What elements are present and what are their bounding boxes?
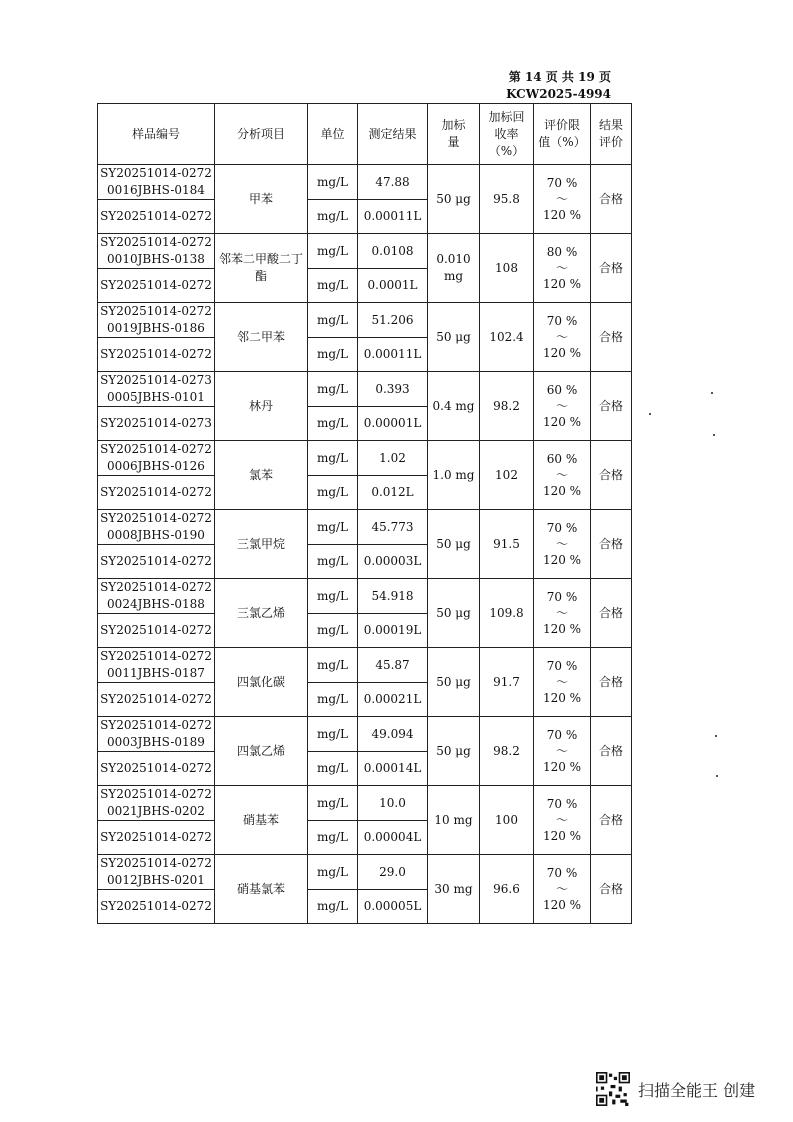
sample-id-cell [98, 510, 215, 545]
table-row [98, 372, 632, 407]
sample-id-line: 0008JBHS-0190 [107, 528, 205, 542]
unit-cell: mg/L [308, 441, 358, 476]
evaluation-cell: 合格 [591, 717, 632, 786]
scan-speck [713, 434, 715, 436]
result-cell: 0.0001L [358, 269, 428, 303]
analyte-cell: 林丹 [215, 372, 308, 441]
sample-id-line: 0005JBHS-0101 [107, 390, 205, 404]
limit-low: 70 % [546, 313, 578, 328]
sample-id-cell [98, 372, 215, 407]
result-cell: 0.012L [358, 476, 428, 510]
unit-cell: mg/L [308, 372, 358, 407]
evaluation-cell: 合格 [591, 441, 632, 510]
sample-id-line: SY20251014-0272 [100, 580, 212, 594]
sample-id-line: SY20251014-0272 [100, 511, 212, 525]
recovery-cell: 100 [480, 786, 534, 855]
sample-id-cell: SY20251014-0272 [98, 683, 215, 717]
sample-id-cell: SY20251014-0272 [98, 752, 215, 786]
spike-cell: 50 μg [428, 303, 480, 372]
sample-id-cell: SY20251014-0272 [98, 545, 215, 579]
report-number: KCW2025-4994 [506, 87, 611, 101]
analyte-cell: 三氯甲烷 [215, 510, 308, 579]
limit-cell [534, 786, 591, 855]
analyte-cell: 氯苯 [215, 441, 308, 510]
limit-high: 120 % [542, 759, 582, 774]
sample-id-cell [98, 234, 215, 269]
unit-cell: mg/L [308, 476, 358, 510]
header-spike-line: 加标 [441, 118, 466, 132]
evaluation-cell: 合格 [591, 855, 632, 924]
table-row [98, 441, 632, 476]
sample-id-line: 0019JBHS-0186 [107, 321, 205, 335]
spike-cell: 1.0 mg [428, 441, 480, 510]
result-cell: 29.0 [358, 855, 428, 890]
unit-cell: mg/L [308, 752, 358, 786]
limit-high: 120 % [542, 621, 582, 636]
sample-id-cell [98, 579, 215, 614]
result-cell: 0.393 [358, 372, 428, 407]
recovery-cell: 96.6 [480, 855, 534, 924]
limit-low: 70 % [546, 175, 578, 190]
scanner-watermark [596, 1072, 755, 1106]
header-recovery-line: 加标回 [488, 109, 525, 124]
result-cell: 0.00014L [358, 752, 428, 786]
result-cell: 0.00021L [358, 683, 428, 717]
sample-id-cell: SY20251014-0272 [98, 476, 215, 510]
evaluation-cell: 合格 [591, 165, 632, 234]
unit-cell: mg/L [308, 338, 358, 372]
result-cell: 0.00011L [358, 200, 428, 234]
result-cell: 10.0 [358, 786, 428, 821]
header-analyte: 分析项目 [215, 104, 308, 165]
header-evaluation-line: 结果 [598, 118, 623, 132]
sample-id-cell: SY20251014-0272 [98, 821, 215, 855]
unit-cell: mg/L [308, 786, 358, 821]
result-cell: 47.88 [358, 165, 428, 200]
result-cell: 0.00005L [358, 890, 428, 924]
sample-id-cell: SY20251014-0272 [98, 200, 215, 234]
spike-cell: 50 μg [428, 165, 480, 234]
evaluation-cell: 合格 [591, 510, 632, 579]
sample-id-cell [98, 648, 215, 683]
table-row [98, 855, 632, 890]
limit-tilde: ～ [555, 329, 568, 344]
limit-tilde: ～ [555, 260, 568, 275]
sample-id-cell: SY20251014-0272 [98, 890, 215, 924]
spike-cell: 10 mg [428, 786, 480, 855]
sample-id-cell: SY20251014-0272 [98, 614, 215, 648]
sample-id-cell [98, 441, 215, 476]
sample-id-line: SY20251014-0272 [100, 166, 212, 180]
unit-cell: mg/L [308, 683, 358, 717]
spike-cell: 0.010 mg [428, 234, 480, 303]
analyte-cell: 四氯乙烯 [215, 717, 308, 786]
evaluation-cell: 合格 [591, 372, 632, 441]
sample-id-cell [98, 303, 215, 338]
result-cell: 0.00001L [358, 407, 428, 441]
limit-cell [534, 303, 591, 372]
header-result: 测定结果 [358, 104, 428, 165]
table-row [98, 510, 632, 545]
result-cell: 54.918 [358, 579, 428, 614]
unit-cell: mg/L [308, 269, 358, 303]
sample-id-cell: SY20251014-0273 [98, 407, 215, 441]
unit-cell: mg/L [308, 303, 358, 338]
sample-id-line: 0021JBHS-0202 [107, 804, 205, 818]
limit-high: 120 % [542, 207, 582, 222]
spike-cell: 50 μg [428, 510, 480, 579]
result-cell: 0.00011L [358, 338, 428, 372]
sample-id-line: SY20251014-0272 [100, 442, 212, 456]
limit-cell [534, 372, 591, 441]
limit-tilde: ～ [555, 812, 568, 827]
limit-low: 70 % [546, 520, 578, 535]
unit-cell: mg/L [308, 234, 358, 269]
header-limit-line: 评价限 [543, 118, 580, 132]
limit-cell [534, 441, 591, 510]
result-cell: 1.02 [358, 441, 428, 476]
analyte-cell: 硝基苯 [215, 786, 308, 855]
result-cell: 0.00003L [358, 545, 428, 579]
limit-cell [534, 717, 591, 786]
header-recovery-line: （%） [488, 143, 525, 158]
unit-cell: mg/L [308, 648, 358, 683]
spike-cell: 50 μg [428, 579, 480, 648]
analyte-cell: 邻二甲苯 [215, 303, 308, 372]
header-limit [534, 104, 591, 165]
limit-low: 70 % [546, 796, 578, 811]
sample-id-cell: SY20251014-0272 [98, 269, 215, 303]
page-info: 第 14 页 共 19 页 [508, 70, 611, 84]
table-row [98, 303, 632, 338]
table-row [98, 786, 632, 821]
unit-cell: mg/L [308, 890, 358, 924]
limit-high: 120 % [542, 276, 582, 291]
sample-id-cell [98, 165, 215, 200]
result-cell: 51.206 [358, 303, 428, 338]
limit-tilde: ～ [555, 398, 568, 413]
sample-id-line: SY20251014-0272 [100, 235, 212, 249]
unit-cell: mg/L [308, 614, 358, 648]
result-cell: 0.00019L [358, 614, 428, 648]
unit-cell: mg/L [308, 545, 358, 579]
recovery-cell: 91.7 [480, 648, 534, 717]
limit-tilde: ～ [555, 674, 568, 689]
header-recovery [480, 104, 534, 165]
limit-high: 120 % [542, 690, 582, 705]
spike-cell: 0.4 mg [428, 372, 480, 441]
limit-tilde: ～ [555, 743, 568, 758]
page-header [506, 69, 611, 103]
limit-low: 60 % [546, 382, 578, 397]
unit-cell: mg/L [308, 510, 358, 545]
limit-high: 120 % [542, 552, 582, 567]
sample-id-line: SY20251014-0272 [100, 649, 212, 663]
header-recovery-line: 收率 [494, 126, 519, 141]
sample-id-cell [98, 786, 215, 821]
spike-cell: 50 μg [428, 717, 480, 786]
limit-low: 80 % [546, 244, 578, 259]
sample-id-line: 0010JBHS-0138 [107, 252, 205, 266]
limit-tilde: ～ [555, 536, 568, 551]
recovery-cell: 91.5 [480, 510, 534, 579]
limit-high: 120 % [542, 897, 582, 912]
sample-id-cell: SY20251014-0272 [98, 338, 215, 372]
limit-cell [534, 855, 591, 924]
qc-results-table [97, 103, 632, 924]
qr-code-icon [596, 1072, 630, 1106]
analyte-cell: 四氯化碳 [215, 648, 308, 717]
analyte-cell: 三氯乙烯 [215, 579, 308, 648]
unit-cell: mg/L [308, 407, 358, 441]
watermark-text: 扫描全能王 创建 [638, 1080, 756, 1100]
unit-cell: mg/L [308, 717, 358, 752]
scan-speck [715, 735, 717, 737]
header-spike-line: 量 [447, 135, 460, 149]
limit-low: 70 % [546, 658, 578, 673]
table-row [98, 165, 632, 200]
sample-id-line: 0024JBHS-0188 [107, 597, 205, 611]
limit-cell [534, 579, 591, 648]
result-cell: 0.0108 [358, 234, 428, 269]
limit-tilde: ～ [555, 881, 568, 896]
sample-id-line: 0011JBHS-0187 [107, 666, 205, 680]
unit-cell: mg/L [308, 855, 358, 890]
analyte-cell: 邻苯二甲酸二丁酯 [215, 234, 308, 303]
sample-id-line: SY20251014-0273 [100, 373, 212, 387]
sample-id-line: 0016JBHS-0184 [107, 183, 205, 197]
analyte-cell: 甲苯 [215, 165, 308, 234]
spike-cell: 50 μg [428, 648, 480, 717]
result-cell: 0.00004L [358, 821, 428, 855]
sample-id-line: 0003JBHS-0189 [107, 735, 205, 749]
header-unit: 单位 [308, 104, 358, 165]
limit-high: 120 % [542, 828, 582, 843]
limit-tilde: ～ [555, 191, 568, 206]
header-spike [428, 104, 480, 165]
unit-cell: mg/L [308, 821, 358, 855]
limit-low: 70 % [546, 865, 578, 880]
header-evaluation [591, 104, 632, 165]
result-cell: 49.094 [358, 717, 428, 752]
recovery-cell: 108 [480, 234, 534, 303]
limit-low: 70 % [546, 589, 578, 604]
limit-high: 120 % [542, 414, 582, 429]
result-cell: 45.87 [358, 648, 428, 683]
sample-id-cell [98, 717, 215, 752]
sample-id-line: SY20251014-0272 [100, 856, 212, 870]
limit-cell [534, 510, 591, 579]
recovery-cell: 102.4 [480, 303, 534, 372]
sample-id-line: SY20251014-0272 [100, 787, 212, 801]
table-header-row [98, 104, 632, 165]
result-cell: 45.773 [358, 510, 428, 545]
sample-id-line: 0012JBHS-0201 [107, 873, 205, 887]
limit-tilde: ～ [555, 467, 568, 482]
limit-cell [534, 648, 591, 717]
limit-cell [534, 234, 591, 303]
evaluation-cell: 合格 [591, 648, 632, 717]
spike-cell: 30 mg [428, 855, 480, 924]
table-row [98, 648, 632, 683]
table-row [98, 579, 632, 614]
table-row [98, 717, 632, 752]
evaluation-cell: 合格 [591, 786, 632, 855]
sample-id-cell [98, 855, 215, 890]
recovery-cell: 102 [480, 441, 534, 510]
table-row [98, 234, 632, 269]
recovery-cell: 98.2 [480, 717, 534, 786]
scan-speck [649, 413, 651, 415]
recovery-cell: 98.2 [480, 372, 534, 441]
sample-id-line: SY20251014-0272 [100, 304, 212, 318]
sample-id-line: SY20251014-0272 [100, 718, 212, 732]
unit-cell: mg/L [308, 579, 358, 614]
limit-tilde: ～ [555, 605, 568, 620]
sample-id-line: 0006JBHS-0126 [107, 459, 205, 473]
header-sample-id: 样品编号 [98, 104, 215, 165]
scan-speck [711, 392, 713, 394]
analyte-cell: 硝基氯苯 [215, 855, 308, 924]
limit-high: 120 % [542, 483, 582, 498]
unit-cell: mg/L [308, 165, 358, 200]
evaluation-cell: 合格 [591, 303, 632, 372]
header-limit-line: 值（%） [538, 135, 586, 149]
recovery-cell: 95.8 [480, 165, 534, 234]
limit-low: 60 % [546, 451, 578, 466]
scan-speck [716, 775, 718, 777]
recovery-cell: 109.8 [480, 579, 534, 648]
header-evaluation-line: 评价 [598, 135, 623, 149]
limit-cell [534, 165, 591, 234]
limit-low: 70 % [546, 727, 578, 742]
unit-cell: mg/L [308, 200, 358, 234]
table-body [98, 165, 632, 924]
evaluation-cell: 合格 [591, 234, 632, 303]
limit-high: 120 % [542, 345, 582, 360]
evaluation-cell: 合格 [591, 579, 632, 648]
